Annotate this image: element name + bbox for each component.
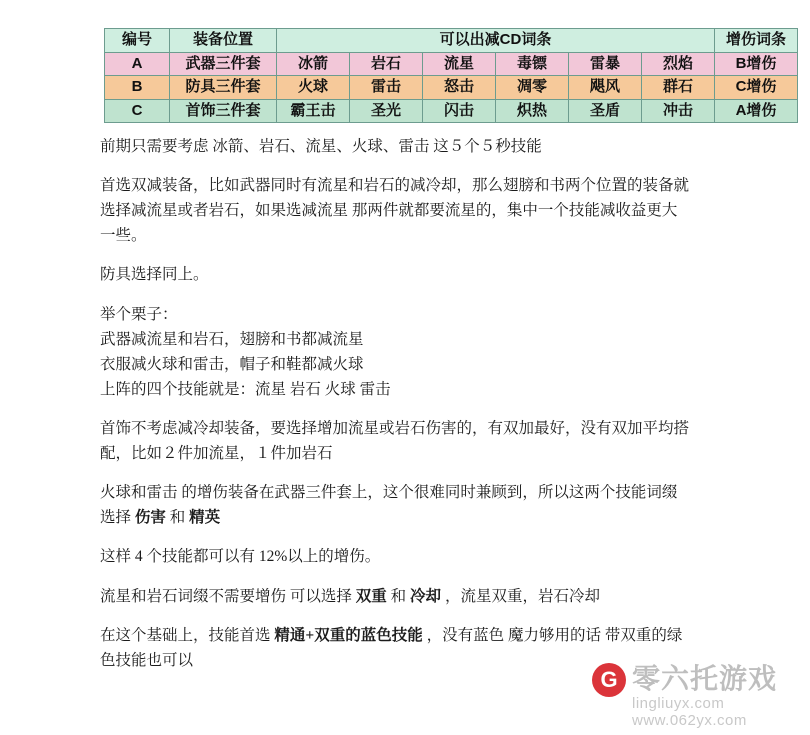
article-body [100, 134, 690, 687]
skill-blue-bold: 精通+双重的蓝色技能 [274, 626, 423, 644]
fireball-text-mid: 和 [169, 509, 186, 527]
row-a-entry-5: 烈焰 [642, 52, 715, 76]
row-b-entry-3: 凋零 [496, 76, 569, 100]
row-b-entry-1: 雷击 [350, 76, 423, 100]
row-b-entry-0: 火球 [277, 76, 350, 100]
row-a-entry-0: 冰箭 [277, 52, 350, 76]
paragraph-fireball-thunder [100, 480, 690, 530]
meteor-text-part1: 流星和岩石词缀不需要增伤 可以选择 [100, 587, 352, 605]
example-heading: 举个栗子： [100, 305, 178, 323]
row-b-position: 防具三件套 [170, 76, 277, 100]
row-b-entry-5: 群石 [642, 76, 715, 100]
row-c-position: 首饰三件套 [170, 99, 277, 123]
watermark [592, 655, 802, 729]
row-c-entry-0: 霸王击 [277, 99, 350, 123]
row-c-damage: A增伤 [715, 99, 798, 123]
row-a-position: 武器三件套 [170, 52, 277, 76]
paragraph-meteor-rock [100, 584, 690, 609]
example-line-skills: 上阵的四个技能就是：流星 岩石 火球 雷击 [100, 380, 391, 398]
watermark-site-name: 零六托游戏 [632, 663, 778, 694]
row-a-entry-2: 流星 [423, 52, 496, 76]
row-c-entry-5: 冲击 [642, 99, 715, 123]
table-header-cd-group: 可以出减CD词条 [277, 29, 715, 53]
paragraph-intro: 前期只需要考虑 冰箭、岩石、流星、火球、雷击 这５个５秒技能 [100, 138, 542, 155]
paragraph-accessory: 首饰不考虑减冷却装备，要选择增加流星或岩石伤害的，有双加最好，没有双加平均搭配，比如２件加流星，１件加岩石 [100, 419, 690, 463]
example-line-weapon: 武器减流星和岩石，翅膀和书都减流星 [100, 330, 364, 348]
table-header-damage: 增伤词条 [715, 29, 798, 53]
watermark-site-url: lingliuyx.com www.062yx.com [632, 695, 747, 729]
fireball-text-part1: 火球和雷击 的增伤装备在武器三件套上，这个很难同时兼顾到，所以这两个技能词缀选择 [100, 484, 678, 527]
paragraph-armor: 防具选择同上。 [100, 266, 209, 284]
table-row [105, 76, 798, 100]
meteor-text-mid: 和 [390, 587, 407, 605]
table-header-position: 装备位置 [170, 29, 277, 53]
row-a-entry-1: 岩石 [350, 52, 423, 76]
table-row [105, 99, 798, 123]
skill-text-part2: ，没有蓝色 魔力够用的话 带双重的绿色技能也可以 [100, 626, 683, 669]
affix-double-bold: 双重 [355, 587, 387, 605]
row-a-id: A [105, 52, 170, 76]
cd-entries-table [104, 28, 798, 123]
row-b-id: B [105, 76, 170, 100]
table-header-row [105, 29, 798, 53]
row-a-entry-4: 雷暴 [569, 52, 642, 76]
row-a-entry-3: 毒镖 [496, 52, 569, 76]
table-row [105, 52, 798, 76]
row-b-entry-2: 怒击 [423, 76, 496, 100]
row-b-entry-4: 飓风 [569, 76, 642, 100]
row-c-entry-2: 闪击 [423, 99, 496, 123]
affix-cooldown-bold: 冷却 [410, 587, 442, 605]
row-c-id: C [105, 99, 170, 123]
meteor-text-part2: ，流星双重，岩石冷却 [444, 587, 600, 605]
paragraph-dual-cd: 首选双减装备，比如武器同时有流星和岩石的减冷却，那么翅膀和书两个位置的装备就选择减流星或者岩石，如果选减流星 那两件就都要流星的，集中一个技能减收益更大一些。 [100, 177, 690, 245]
affix-damage-bold: 伤害 [134, 509, 166, 527]
row-a-damage: B增伤 [715, 52, 798, 76]
row-c-entry-4: 圣盾 [569, 99, 642, 123]
watermark-logo-icon: G [592, 663, 626, 697]
cd-entries-table-container [104, 28, 798, 123]
example-line-armor: 衣服减火球和雷击，帽子和鞋都减火球 [100, 355, 364, 373]
paragraph-result: 这样 4 个技能都可以有 12%以上的增伤。 [100, 548, 381, 566]
row-c-entry-3: 炽热 [496, 99, 569, 123]
affix-elite-bold: 精英 [189, 509, 221, 527]
row-c-entry-1: 圣光 [350, 99, 423, 123]
row-b-damage: C增伤 [715, 76, 798, 100]
table-header-id: 编号 [105, 29, 170, 53]
skill-text-part1: 在这个基础上，技能首选 [100, 626, 271, 644]
